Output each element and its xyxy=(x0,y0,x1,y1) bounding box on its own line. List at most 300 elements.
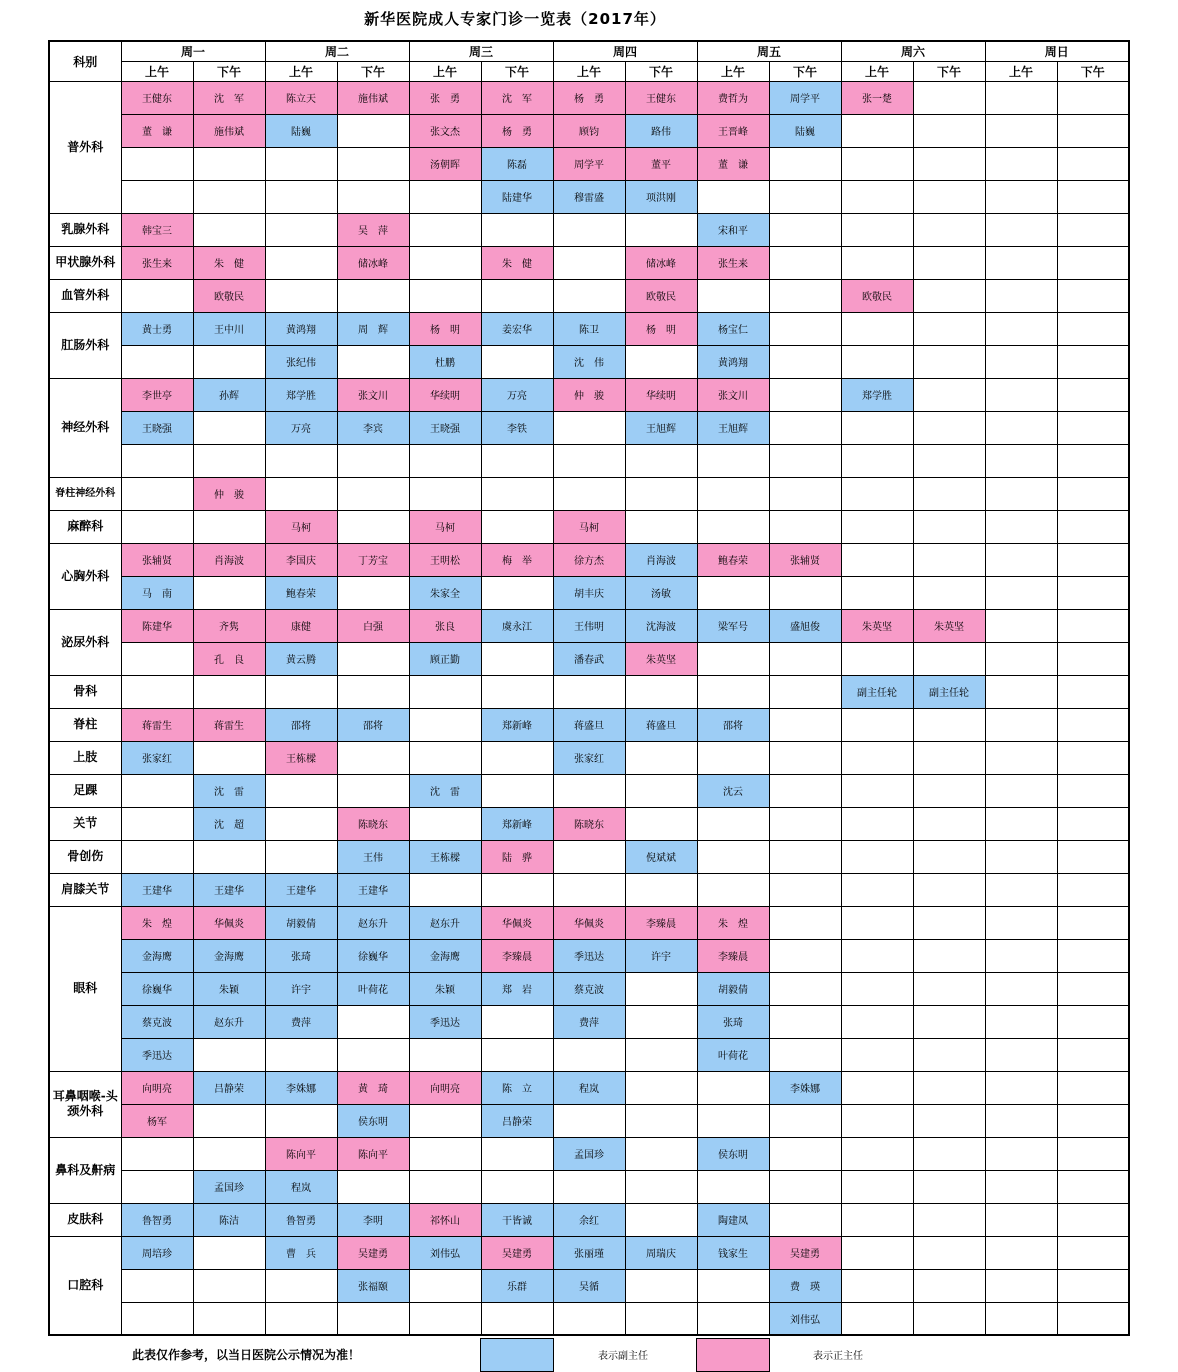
doctor-cell: 马柯 xyxy=(553,510,625,543)
doctor-cell: 王栋樑 xyxy=(409,840,481,873)
schedule-cell xyxy=(193,1038,265,1071)
schedule-cell xyxy=(985,1005,1057,1038)
doctor-cell: 季迅达 xyxy=(409,1005,481,1038)
doctor-cell: 朱英坚 xyxy=(625,642,697,675)
schedule-cell xyxy=(697,873,769,906)
schedule-cell xyxy=(337,741,409,774)
schedule-cell xyxy=(265,246,337,279)
schedule-cell xyxy=(985,312,1057,345)
schedule-cell xyxy=(193,180,265,213)
schedule-cell xyxy=(985,345,1057,378)
doctor-cell: 肖海波 xyxy=(193,543,265,576)
schedule-cell xyxy=(193,840,265,873)
day-header-mon: 周一 xyxy=(121,41,265,61)
doctor-cell: 钱家生 xyxy=(697,1236,769,1269)
doctor-cell: 项洪刚 xyxy=(625,180,697,213)
department-label: 皮肤科 xyxy=(49,1203,121,1236)
table-row xyxy=(49,345,1129,378)
doctor-cell: 王明松 xyxy=(409,543,481,576)
legend-label-chief: 表示正主任 xyxy=(813,1351,863,1362)
doctor-cell: 施伟斌 xyxy=(337,81,409,114)
schedule-cell xyxy=(625,774,697,807)
doctor-cell: 吴循 xyxy=(553,1269,625,1302)
schedule-cell xyxy=(193,576,265,609)
schedule-cell xyxy=(913,1137,985,1170)
schedule-cell xyxy=(913,1302,985,1335)
schedule-cell xyxy=(625,675,697,708)
legend-swatch-blue xyxy=(480,1338,554,1372)
doctor-cell: 李明 xyxy=(337,1203,409,1236)
doctor-cell: 李铁 xyxy=(481,411,553,444)
table-row xyxy=(49,708,1129,741)
doctor-cell: 华佩炎 xyxy=(553,906,625,939)
disclaimer-note: 此表仅作参考，以当日医院公示情况为准！ xyxy=(132,1348,361,1362)
schedule-cell xyxy=(985,114,1057,147)
doctor-cell: 张文川 xyxy=(697,378,769,411)
schedule-cell xyxy=(121,774,193,807)
doctor-cell: 张生来 xyxy=(121,246,193,279)
schedule-cell xyxy=(769,576,841,609)
schedule-cell xyxy=(625,1170,697,1203)
doctor-cell: 穆雷盛 xyxy=(553,180,625,213)
doctor-cell: 徐巍华 xyxy=(337,939,409,972)
doctor-cell: 王晓强 xyxy=(409,411,481,444)
schedule-cell xyxy=(625,1302,697,1335)
doctor-cell: 赵东升 xyxy=(193,1005,265,1038)
schedule-cell xyxy=(481,510,553,543)
schedule-cell xyxy=(841,642,913,675)
table-row xyxy=(49,543,1129,576)
doctor-cell: 程岚 xyxy=(265,1170,337,1203)
schedule-cell xyxy=(769,873,841,906)
doctor-cell: 杨 勇 xyxy=(481,114,553,147)
schedule-cell xyxy=(121,1302,193,1335)
schedule-cell xyxy=(553,675,625,708)
schedule-cell xyxy=(769,246,841,279)
schedule-cell xyxy=(481,642,553,675)
doctor-cell: 陈磊 xyxy=(481,147,553,180)
am-header: 上午 xyxy=(121,61,193,81)
doctor-cell: 侯东明 xyxy=(697,1137,769,1170)
schedule-cell xyxy=(481,279,553,312)
doctor-cell: 李宾 xyxy=(337,411,409,444)
doctor-cell: 倪斌斌 xyxy=(625,840,697,873)
schedule-cell xyxy=(985,708,1057,741)
table-row xyxy=(49,609,1129,642)
schedule-cell xyxy=(1057,378,1129,411)
schedule-cell xyxy=(985,807,1057,840)
doctor-cell: 吴 萍 xyxy=(337,213,409,246)
schedule-cell xyxy=(985,213,1057,246)
schedule-cell xyxy=(265,1302,337,1335)
doctor-cell: 叶荷花 xyxy=(337,972,409,1005)
schedule-cell xyxy=(913,1005,985,1038)
doctor-cell: 沈 伟 xyxy=(553,345,625,378)
doctor-cell: 储冰峰 xyxy=(337,246,409,279)
schedule-cell xyxy=(625,741,697,774)
doctor-cell: 季迅达 xyxy=(121,1038,193,1071)
schedule-cell xyxy=(841,708,913,741)
schedule-cell xyxy=(769,510,841,543)
schedule-cell xyxy=(985,1302,1057,1335)
department-label: 脊柱神经外科 xyxy=(49,477,121,510)
schedule-cell xyxy=(985,675,1057,708)
table-row xyxy=(49,1005,1129,1038)
doctor-cell: 王建华 xyxy=(265,873,337,906)
table-row xyxy=(49,1203,1129,1236)
schedule-cell xyxy=(841,1071,913,1104)
schedule-cell xyxy=(337,774,409,807)
schedule-cell xyxy=(913,1236,985,1269)
doctor-cell: 陆巍 xyxy=(265,114,337,147)
schedule-cell xyxy=(913,1104,985,1137)
doctor-cell: 刘伟弘 xyxy=(409,1236,481,1269)
schedule-cell xyxy=(841,1104,913,1137)
schedule-cell xyxy=(769,774,841,807)
doctor-cell: 蒋盛旦 xyxy=(625,708,697,741)
schedule-cell xyxy=(625,1104,697,1137)
schedule-cell xyxy=(985,840,1057,873)
doctor-cell: 邵将 xyxy=(337,708,409,741)
schedule-cell xyxy=(985,81,1057,114)
doctor-cell: 孟国珍 xyxy=(553,1137,625,1170)
schedule-cell xyxy=(913,180,985,213)
schedule-cell xyxy=(841,510,913,543)
doctor-cell: 董 谦 xyxy=(697,147,769,180)
doctor-cell: 费萍 xyxy=(553,1005,625,1038)
schedule-cell xyxy=(697,477,769,510)
table-row xyxy=(49,1038,1129,1071)
table-row xyxy=(49,1104,1129,1137)
schedule-cell xyxy=(121,1170,193,1203)
doctor-cell: 张家红 xyxy=(553,741,625,774)
schedule-cell xyxy=(841,114,913,147)
doctor-cell: 沈海波 xyxy=(625,609,697,642)
schedule-cell xyxy=(409,246,481,279)
schedule-cell xyxy=(769,708,841,741)
doctor-cell: 王建华 xyxy=(121,873,193,906)
schedule-cell xyxy=(193,741,265,774)
schedule-cell xyxy=(1057,147,1129,180)
schedule-cell xyxy=(481,1038,553,1071)
schedule-cell xyxy=(481,1137,553,1170)
schedule-cell xyxy=(481,444,553,477)
doctor-cell: 沈云 xyxy=(697,774,769,807)
am-header: 上午 xyxy=(265,61,337,81)
schedule-cell xyxy=(913,1071,985,1104)
doctor-cell: 张辅贤 xyxy=(769,543,841,576)
schedule-cell xyxy=(409,1170,481,1203)
doctor-cell: 陆 骅 xyxy=(481,840,553,873)
doctor-cell: 蒋雷生 xyxy=(193,708,265,741)
schedule-cell xyxy=(985,1203,1057,1236)
schedule-cell xyxy=(985,1038,1057,1071)
schedule-cell xyxy=(769,180,841,213)
schedule-cell xyxy=(481,675,553,708)
schedule-cell xyxy=(841,939,913,972)
schedule-cell xyxy=(409,213,481,246)
doctor-cell: 张生来 xyxy=(697,246,769,279)
schedule-cell xyxy=(265,279,337,312)
doctor-cell: 华佩炎 xyxy=(481,906,553,939)
schedule-cell xyxy=(409,675,481,708)
schedule-cell xyxy=(553,246,625,279)
schedule-cell xyxy=(625,1005,697,1038)
schedule-cell xyxy=(625,807,697,840)
schedule-cell xyxy=(121,675,193,708)
doctor-cell: 姜宏华 xyxy=(481,312,553,345)
table-row xyxy=(49,411,1129,444)
doctor-cell: 杨 明 xyxy=(625,312,697,345)
doctor-cell: 孟国珍 xyxy=(193,1170,265,1203)
schedule-cell xyxy=(1057,345,1129,378)
pm-header: 下午 xyxy=(481,61,553,81)
doctor-cell: 杨宝仁 xyxy=(697,312,769,345)
schedule-cell xyxy=(625,345,697,378)
schedule-cell xyxy=(1057,510,1129,543)
schedule-cell xyxy=(553,444,625,477)
schedule-cell xyxy=(985,609,1057,642)
doctor-cell: 黄士勇 xyxy=(121,312,193,345)
schedule-cell xyxy=(337,180,409,213)
schedule-cell xyxy=(841,906,913,939)
schedule-cell xyxy=(841,1269,913,1302)
schedule-grid xyxy=(48,40,1130,1336)
schedule-cell xyxy=(985,411,1057,444)
doctor-cell: 沈 军 xyxy=(481,81,553,114)
am-header: 上午 xyxy=(409,61,481,81)
schedule-cell xyxy=(1057,1038,1129,1071)
doctor-cell: 朱颖 xyxy=(193,972,265,1005)
schedule-cell xyxy=(769,279,841,312)
schedule-cell xyxy=(553,873,625,906)
doctor-cell: 顾钧 xyxy=(553,114,625,147)
schedule-cell xyxy=(193,147,265,180)
doctor-cell: 黄鸿翔 xyxy=(697,345,769,378)
schedule-cell xyxy=(409,1269,481,1302)
schedule-cell xyxy=(841,1038,913,1071)
schedule-cell xyxy=(913,147,985,180)
day-header-sun: 周日 xyxy=(985,41,1129,61)
schedule-cell xyxy=(913,807,985,840)
department-label: 甲状腺外科 xyxy=(49,246,121,279)
schedule-cell xyxy=(1057,609,1129,642)
table-row xyxy=(49,1071,1129,1104)
schedule-cell xyxy=(121,1269,193,1302)
schedule-cell xyxy=(985,642,1057,675)
schedule-table xyxy=(48,40,1130,1336)
doctor-cell: 朱英坚 xyxy=(841,609,913,642)
doctor-cell: 费萍 xyxy=(265,1005,337,1038)
schedule-cell xyxy=(841,312,913,345)
schedule-cell xyxy=(1057,1269,1129,1302)
doctor-cell: 路伟 xyxy=(625,114,697,147)
schedule-cell xyxy=(769,1203,841,1236)
schedule-cell xyxy=(337,477,409,510)
schedule-cell xyxy=(1057,1236,1129,1269)
schedule-cell xyxy=(769,345,841,378)
table-row xyxy=(49,1236,1129,1269)
schedule-cell xyxy=(697,1104,769,1137)
legend-swatch-pink xyxy=(696,1338,770,1372)
schedule-cell xyxy=(913,246,985,279)
schedule-cell xyxy=(625,972,697,1005)
table-row xyxy=(49,378,1129,411)
schedule-cell xyxy=(985,972,1057,1005)
schedule-cell xyxy=(409,708,481,741)
doctor-cell: 王旭辉 xyxy=(697,411,769,444)
schedule-cell xyxy=(481,345,553,378)
doctor-cell: 汤朝晖 xyxy=(409,147,481,180)
schedule-cell xyxy=(913,477,985,510)
doctor-cell: 杜鹏 xyxy=(409,345,481,378)
doctor-cell: 王健东 xyxy=(625,81,697,114)
doctor-cell: 鲁智勇 xyxy=(121,1203,193,1236)
doctor-cell: 华续明 xyxy=(409,378,481,411)
department-label: 泌尿外科 xyxy=(49,609,121,675)
doctor-cell: 胡毅倩 xyxy=(265,906,337,939)
doctor-cell: 张 勇 xyxy=(409,81,481,114)
department-label: 上肢 xyxy=(49,741,121,774)
schedule-cell xyxy=(985,1104,1057,1137)
doctor-cell: 肖海波 xyxy=(625,543,697,576)
schedule-cell xyxy=(1057,807,1129,840)
schedule-cell xyxy=(265,477,337,510)
schedule-cell xyxy=(121,807,193,840)
doctor-cell: 胡丰庆 xyxy=(553,576,625,609)
doctor-cell: 蔡克波 xyxy=(121,1005,193,1038)
schedule-cell xyxy=(841,774,913,807)
doctor-cell: 马柯 xyxy=(409,510,481,543)
doctor-cell: 周 辉 xyxy=(337,312,409,345)
schedule-cell xyxy=(337,1005,409,1038)
schedule-cell xyxy=(337,1038,409,1071)
doctor-cell: 梅 举 xyxy=(481,543,553,576)
doctor-cell: 李姝娜 xyxy=(769,1071,841,1104)
schedule-cell xyxy=(913,774,985,807)
schedule-cell xyxy=(769,378,841,411)
schedule-cell xyxy=(265,675,337,708)
schedule-cell xyxy=(409,873,481,906)
schedule-cell xyxy=(121,345,193,378)
doctor-cell: 万亮 xyxy=(481,378,553,411)
department-label: 骨创伤 xyxy=(49,840,121,873)
schedule-cell xyxy=(1057,81,1129,114)
schedule-cell xyxy=(985,1170,1057,1203)
schedule-cell xyxy=(913,444,985,477)
schedule-cell xyxy=(913,906,985,939)
department-label: 麻醉科 xyxy=(49,510,121,543)
schedule-cell xyxy=(625,213,697,246)
schedule-cell xyxy=(265,147,337,180)
table-row xyxy=(49,840,1129,873)
schedule-cell xyxy=(697,807,769,840)
table-row xyxy=(49,213,1129,246)
department-label: 普外科 xyxy=(49,81,121,213)
schedule-cell xyxy=(985,147,1057,180)
schedule-cell xyxy=(337,576,409,609)
schedule-cell xyxy=(769,312,841,345)
doctor-cell: 王伟明 xyxy=(553,609,625,642)
doctor-cell: 施伟斌 xyxy=(193,114,265,147)
schedule-cell xyxy=(265,1104,337,1137)
doctor-cell: 黄 琦 xyxy=(337,1071,409,1104)
schedule-cell xyxy=(265,444,337,477)
schedule-cell xyxy=(553,411,625,444)
schedule-cell xyxy=(841,213,913,246)
schedule-cell xyxy=(913,939,985,972)
table-row xyxy=(49,873,1129,906)
doctor-cell: 周学平 xyxy=(553,147,625,180)
schedule-cell xyxy=(1057,906,1129,939)
doctor-cell: 沈 军 xyxy=(193,81,265,114)
department-label: 脊柱 xyxy=(49,708,121,741)
schedule-cell xyxy=(697,840,769,873)
doctor-cell: 向明亮 xyxy=(409,1071,481,1104)
doctor-cell: 李国庆 xyxy=(265,543,337,576)
schedule-cell xyxy=(553,840,625,873)
doctor-cell: 陆巍 xyxy=(769,114,841,147)
half-day-header-row xyxy=(49,61,1129,81)
schedule-cell xyxy=(409,1302,481,1335)
doctor-cell: 王健东 xyxy=(121,81,193,114)
schedule-cell xyxy=(913,345,985,378)
schedule-cell xyxy=(337,147,409,180)
schedule-cell xyxy=(409,279,481,312)
schedule-cell xyxy=(481,213,553,246)
doctor-cell: 朱 煌 xyxy=(697,906,769,939)
schedule-cell xyxy=(841,345,913,378)
doctor-cell: 朱 煌 xyxy=(121,906,193,939)
schedule-cell xyxy=(697,180,769,213)
schedule-cell xyxy=(1057,1137,1129,1170)
day-header-wed: 周三 xyxy=(409,41,553,61)
doctor-cell: 张琦 xyxy=(697,1005,769,1038)
doctor-cell: 张丽瑾 xyxy=(553,1236,625,1269)
page-title: 新华医院成人专家门诊一览表（2017年） xyxy=(364,10,666,28)
schedule-cell xyxy=(697,1170,769,1203)
schedule-cell xyxy=(769,213,841,246)
schedule-cell xyxy=(553,213,625,246)
pm-header: 下午 xyxy=(1057,61,1129,81)
schedule-cell xyxy=(265,180,337,213)
doctor-cell: 朱 健 xyxy=(193,246,265,279)
schedule-cell xyxy=(1057,576,1129,609)
doctor-cell: 张文川 xyxy=(337,378,409,411)
schedule-cell xyxy=(913,840,985,873)
doctor-cell: 王栋樑 xyxy=(265,741,337,774)
table-row xyxy=(49,180,1129,213)
schedule-cell xyxy=(265,840,337,873)
doctor-cell: 周学平 xyxy=(769,81,841,114)
schedule-cell xyxy=(625,510,697,543)
schedule-cell xyxy=(841,477,913,510)
am-header: 上午 xyxy=(841,61,913,81)
schedule-cell xyxy=(625,1269,697,1302)
schedule-cell xyxy=(193,411,265,444)
doctor-cell: 郑新峰 xyxy=(481,807,553,840)
department-label: 神经外科 xyxy=(49,378,121,477)
pm-header: 下午 xyxy=(769,61,841,81)
schedule-cell xyxy=(337,510,409,543)
doctor-cell: 孔 良 xyxy=(193,642,265,675)
schedule-cell xyxy=(1057,1203,1129,1236)
schedule-cell xyxy=(769,840,841,873)
pm-header: 下午 xyxy=(337,61,409,81)
schedule-cell xyxy=(409,444,481,477)
schedule-cell xyxy=(841,1170,913,1203)
schedule-cell xyxy=(769,939,841,972)
